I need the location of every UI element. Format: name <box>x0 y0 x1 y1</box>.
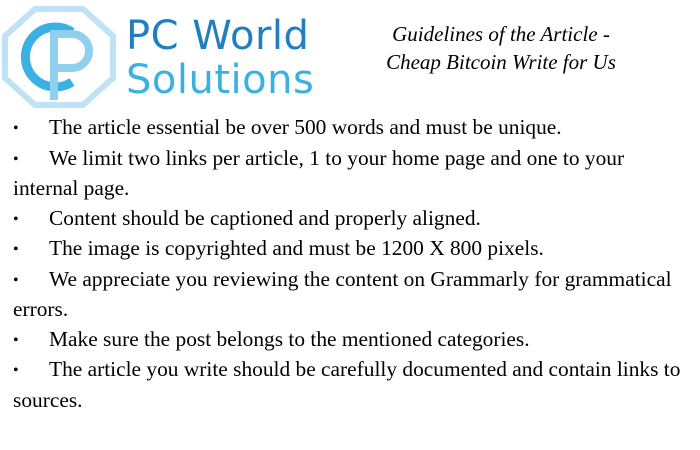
bullet-icon: • <box>13 210 19 228</box>
guideline-item <box>13 325 685 356</box>
guideline-text: We appreciate you reviewing the content on Grammarly for grammatical errors. <box>13 266 672 321</box>
guideline-item <box>13 113 685 144</box>
brand-name-line1: PC World <box>126 13 310 59</box>
guideline-text: The image is copyrighted and must be 1200 X 800 pixels. <box>49 236 544 260</box>
guideline-text: Make sure the post belongs to the mentioned categories. <box>49 326 530 351</box>
bullet-icon: • <box>13 362 19 379</box>
bullet-icon: • <box>13 150 19 168</box>
page-header <box>0 0 700 112</box>
guideline-text: The article essential be over 500 words and must be unique. <box>49 115 562 139</box>
guideline-item <box>13 355 685 415</box>
guideline-item <box>13 265 685 325</box>
guideline-item <box>13 144 685 204</box>
guideline-text: The article you write should be carefully documented and contain links to sources. <box>13 357 681 412</box>
page-title <box>356 20 646 76</box>
bullet-icon: • <box>13 271 19 289</box>
bullet-icon: • <box>13 120 19 137</box>
guideline-text: Content should be captioned and properly aligned. <box>49 205 481 230</box>
brand-name-line2: Solutions <box>126 57 315 103</box>
page-title-line2: Cheap Bitcoin Write for Us <box>386 50 616 74</box>
guidelines-list <box>13 113 685 415</box>
page-title-line1: Guidelines of the Article - <box>392 22 610 46</box>
guideline-text: We limit two links per article, 1 to your home page and one to your internal page. <box>13 145 625 200</box>
brand-name <box>126 14 314 102</box>
bullet-icon: • <box>13 331 19 349</box>
bullet-icon: • <box>13 241 19 258</box>
guideline-item <box>13 234 685 265</box>
pc-logo-icon <box>2 6 116 108</box>
guideline-item <box>13 204 685 235</box>
